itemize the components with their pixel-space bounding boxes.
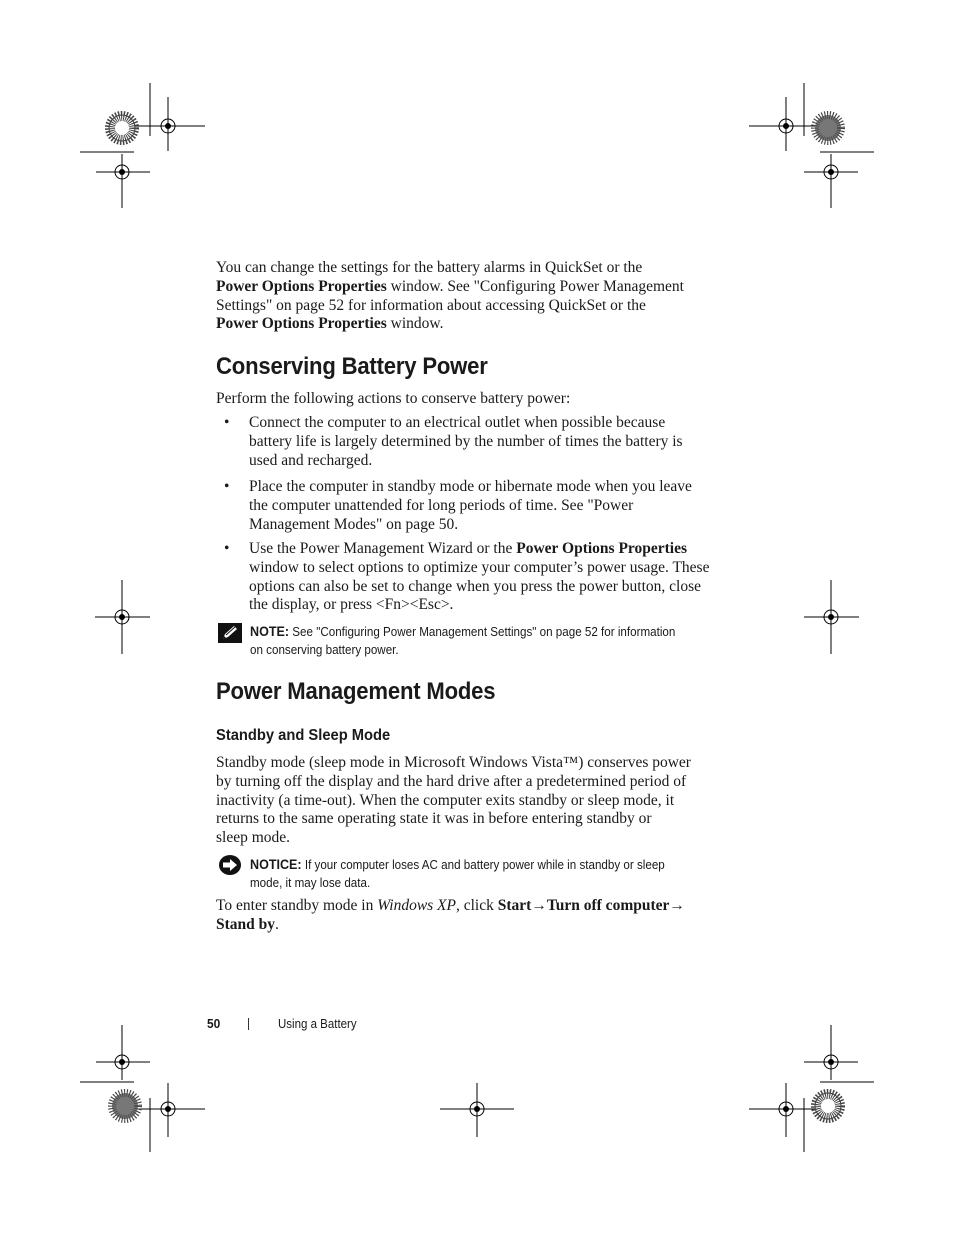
bullet-3-line-2: options can also be set to change when you press the power button, close — [249, 577, 701, 595]
instruction-end: . — [275, 915, 279, 933]
menu-path-start: Start — [497, 897, 532, 914]
notice-text-2: mode, it may lose data. — [250, 875, 371, 890]
gray-target-tr — [815, 115, 841, 141]
intro-line-1: You can change the settings for the battery alarms in QuickSet or the — [216, 259, 643, 276]
bullet-marker: • — [224, 414, 230, 431]
instruction-pre: To enter standby mode in — [216, 897, 378, 914]
bullet-2-line-2: the computer unattended for long periods of time. See "Power — [249, 496, 634, 514]
standby-line-2: by turning off the display and the hard drive after a predetermined period of — [216, 772, 687, 790]
notice-callout — [250, 856, 687, 892]
intro-line-2: window. See "Configuring Power Management — [386, 277, 684, 295]
bullet-3-line-1: window to select options to optimize your computer’s power usage. These — [249, 558, 710, 576]
standby-instruction — [216, 897, 716, 935]
section-heading-power-modes: Power Management Modes — [216, 678, 496, 705]
intro-bold-2: Power Options Properties — [216, 315, 387, 333]
note-label: NOTE: — [250, 624, 290, 639]
standby-line-4: returns to the same operating state it was in before entering standby or — [216, 810, 652, 828]
footer-divider — [248, 1018, 249, 1030]
intro-line-4: window. — [386, 315, 444, 333]
note-text-2: on conserving battery power. — [250, 642, 399, 657]
bullet-item-3 — [249, 540, 719, 615]
menu-arrow-icon: → — [669, 897, 685, 914]
bullet-marker: • — [224, 478, 230, 495]
bullet-2-line-3: Management Modes" on page 50. — [249, 515, 459, 533]
bullet-item-2 — [249, 478, 719, 534]
instruction-mid: , click — [456, 897, 498, 914]
footer-chapter-title: Using a Battery — [278, 1017, 357, 1031]
page-number: 50 — [207, 1016, 221, 1031]
bullet-marker: • — [224, 540, 230, 557]
standby-paragraph — [216, 754, 716, 848]
instruction-os: Windows XP — [377, 897, 456, 914]
bullet-1-line-2: battery life is largely determined by the number of times the battery is — [249, 432, 683, 450]
note-text-1: See "Configuring Power Management Settings" on page 52 for information — [289, 625, 676, 639]
section-lead: Perform the following actions to conserve battery power: — [216, 390, 571, 407]
intro-paragraph — [216, 259, 716, 334]
bullet-1-line-1: Connect the computer to an electrical outlet when possible because — [249, 414, 666, 431]
bullet-3-pre: Use the Power Management Wizard or the — [249, 540, 517, 557]
standby-line-5: sleep mode. — [216, 829, 291, 847]
menu-path-turn-off: Turn off computer — [546, 897, 670, 914]
menu-arrow-icon: → — [531, 897, 547, 914]
bullet-2-line-1: Place the computer in standby mode or hibernate mode when you leave — [249, 478, 692, 495]
standby-line-3: inactivity (a time-out). When the computer exits standby or sleep mode, it — [216, 791, 675, 809]
standby-line-1: Standby mode (sleep mode in Microsoft Windows Vista™) conserves power — [216, 754, 691, 771]
pencil-note-icon — [218, 623, 242, 643]
arrow-notice-icon — [218, 854, 242, 876]
intro-line-3: Settings" on page 52 for information about accessing QuickSet or the — [216, 296, 646, 314]
notice-label: NOTICE: — [250, 857, 302, 872]
bullet-3-bold: Power Options Properties — [516, 540, 688, 557]
starburst-target-tl — [109, 115, 135, 141]
starburst-target-br — [815, 1093, 841, 1119]
subheading-standby-sleep: Standby and Sleep Mode — [216, 727, 391, 744]
intro-bold-1: Power Options Properties — [216, 277, 387, 295]
bullet-1-line-3: used and recharged. — [249, 451, 373, 469]
menu-path-stand-by: Stand by — [216, 915, 276, 933]
notice-text-1: If your computer loses AC and battery power while in standby or sleep — [301, 858, 665, 872]
bullet-3-line-3: the display, or press <Fn><Esc>. — [249, 596, 454, 614]
gray-target-bl — [112, 1093, 138, 1119]
bullet-item-1 — [249, 414, 719, 470]
note-callout — [250, 623, 687, 659]
section-heading-conserving: Conserving Battery Power — [216, 353, 488, 380]
